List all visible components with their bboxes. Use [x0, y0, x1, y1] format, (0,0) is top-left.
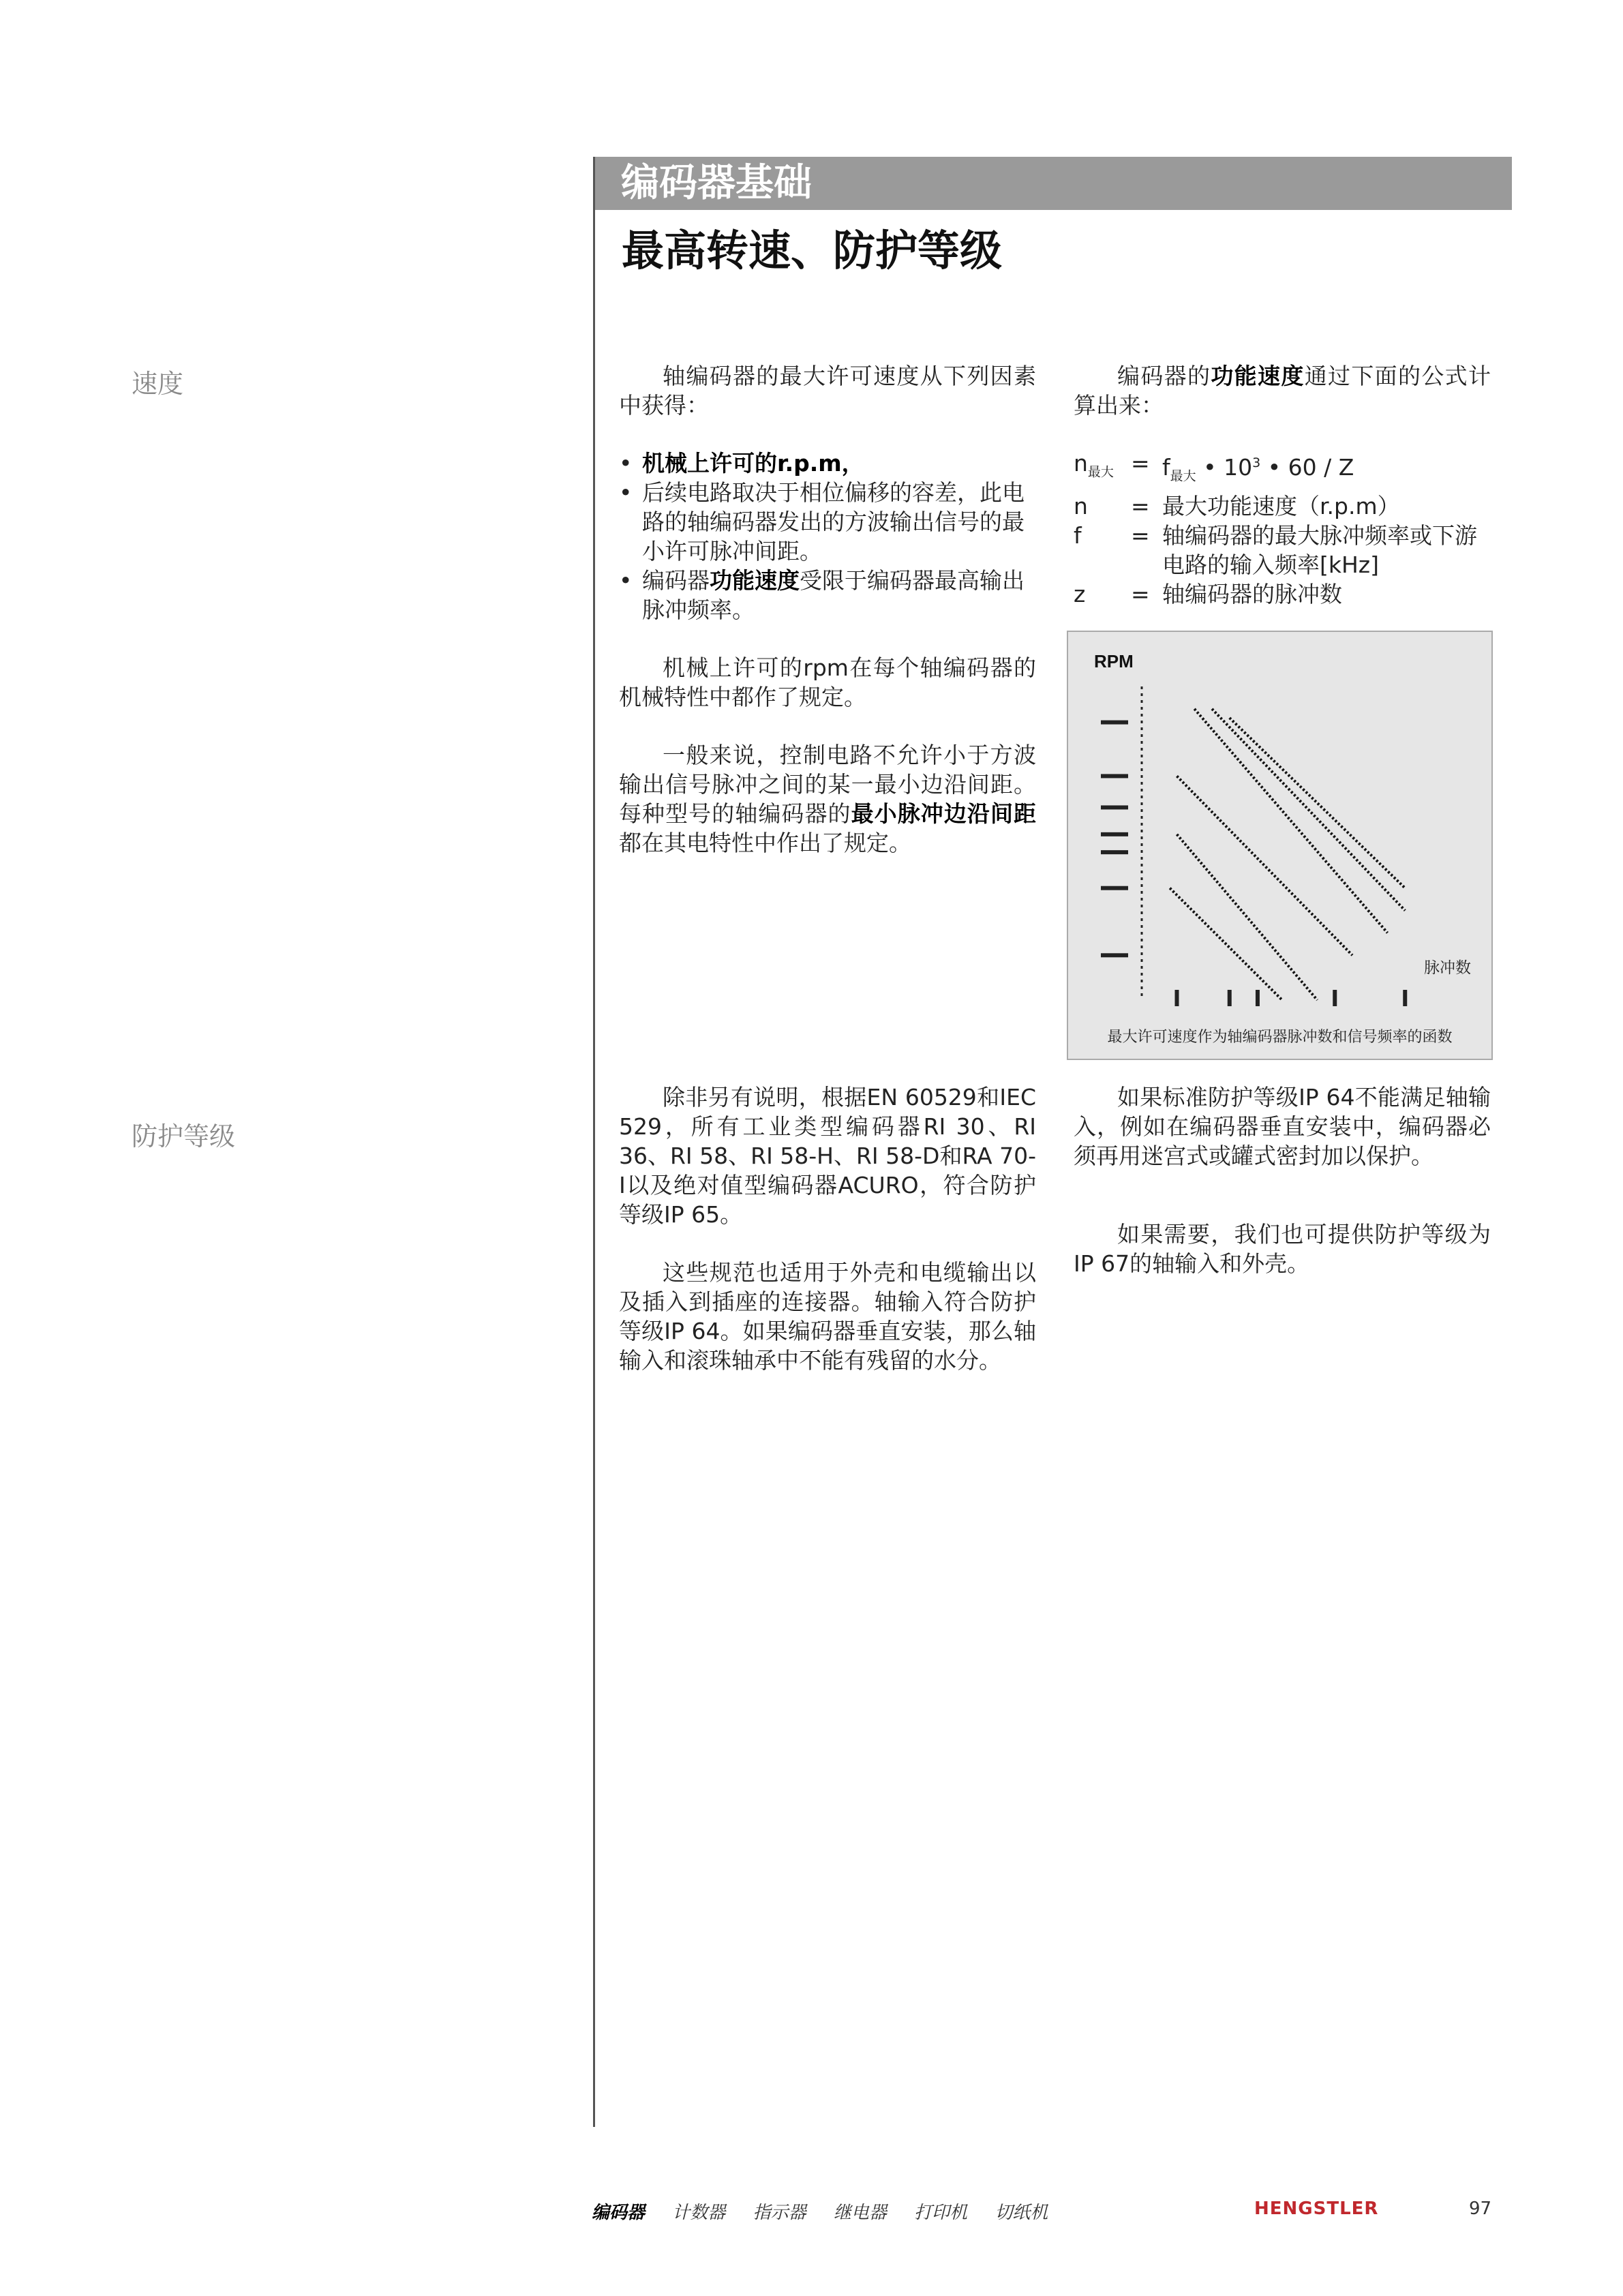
protection-paragraph-4: 如果需要，我们也可提供防护等级为IP 67的轴输入和外壳。	[1074, 1221, 1491, 1277]
speed-factor-list	[619, 449, 1036, 624]
chart-series-6	[1170, 888, 1282, 1000]
chart-x-tick-4	[1333, 990, 1337, 1006]
chart-series-2	[1177, 834, 1318, 1000]
formula-block	[1074, 449, 1491, 609]
formula-eq: =	[1131, 450, 1150, 477]
speed-left-column	[619, 361, 1036, 886]
footer-item[interactable]: 编码器	[592, 2203, 646, 2223]
chart-x-tick-2	[1228, 990, 1232, 1006]
list-item: • 机械上许可的r.p.m，	[619, 449, 1036, 478]
footer-product-nav	[592, 2199, 1070, 2224]
footer-item[interactable]: 打印机	[914, 2203, 968, 2223]
protection-left-column	[619, 1083, 1036, 1404]
chart-y-tick-5	[1101, 850, 1128, 854]
chart-x-tick-3	[1256, 990, 1260, 1006]
formula-intro: 编码器的功能速度通过下面的公式计算出来：	[1074, 363, 1491, 419]
speed-paragraph-3: 一般来说，控制电路不允许小于方波输出信号脉冲之间的某一最小边沿间距。每种型号的轴编码器的最小脉冲边沿间距都在其电特性中作出了规定。	[619, 742, 1037, 856]
side-label-protection: 防护等级	[132, 1121, 236, 1151]
page-number: 97	[1469, 2199, 1492, 2219]
chart-xlabel: 脉冲数	[1424, 959, 1471, 977]
section-title: 编码器基础	[621, 161, 812, 205]
chart-title: RPM	[1094, 651, 1134, 671]
footer-item[interactable]: 计数器	[672, 2203, 726, 2223]
column-divider-line	[593, 157, 595, 2127]
chart-x-tick-5	[1403, 990, 1407, 1006]
def-eq: =	[1131, 522, 1150, 549]
def-symbol: n	[1074, 492, 1088, 519]
chart-y-tick-1	[1101, 721, 1128, 725]
chart-y-tick-4	[1101, 832, 1128, 836]
chart-series-5	[1230, 718, 1406, 888]
protection-right-column	[1074, 1083, 1491, 1307]
def-text: 轴编码器的脉冲数	[1162, 580, 1342, 607]
speed-paragraph-2: 机械上许可的rpm在每个轴编码器的机械特性中都作了规定。	[619, 654, 1036, 710]
chart-x-tick-1	[1175, 990, 1179, 1006]
def-text: 轴编码器的最大脉冲频率或下游电路的输入频率[kHz]	[1162, 522, 1477, 578]
formula-rhs: $f_{最大}$ • $10^3$ • 60 / Z	[1162, 454, 1354, 484]
chart-series-3	[1194, 709, 1387, 933]
protection-paragraph-3: 如果标准防护等级IP 64不能满足轴输入，例如在编码器垂直安装中，编码器必须再用迷宫式或罐式密封加以保护。	[1074, 1084, 1491, 1169]
footer-item[interactable]: 继电器	[833, 2203, 887, 2223]
list-item: • 后续电路取决于相位偏移的容差，此电路的轴编码器发出的方波输出信号的最小许可脉冲间距。	[619, 478, 1036, 566]
speed-right-column	[1074, 361, 1491, 609]
side-label-speed: 速度	[132, 369, 184, 399]
rpm-chart	[1067, 631, 1493, 1060]
chart-caption: 最大许可速度作为轴编码器脉冲数和信号频率的函数	[1107, 1029, 1453, 1046]
speed-intro: 轴编码器的最大许可速度从下列因素中获得：	[619, 363, 1036, 419]
formula-lhs: $n_{最大}$	[1074, 450, 1114, 480]
chart-y-tick-7	[1101, 953, 1128, 957]
chart-y-tick-6	[1101, 886, 1128, 890]
rpm-chart-svg	[1068, 632, 1491, 1014]
def-eq: =	[1131, 580, 1150, 607]
def-symbol: z	[1074, 580, 1086, 607]
def-symbol: f	[1074, 522, 1082, 549]
chart-y-tick-3	[1101, 805, 1128, 809]
chart-series-4	[1212, 709, 1405, 911]
protection-paragraph-1: 除非另有说明，根据EN 60529和IEC 529，所有工业类型编码器RI 30、RI 36、RI 58、RI 58-H、RI 58-D和RA 70-I以及绝对值型编码器ACURO，符合防护等级IP 65。	[619, 1084, 1037, 1228]
chart-y-tick-2	[1101, 774, 1128, 778]
protection-paragraph-2: 这些规范也适用于外壳和电缆输出以及插入到插座的连接器。轴输入符合防护等级IP 64。如果编码器垂直安装，那么轴输入和滚珠轴承中不能有残留的水分。	[619, 1259, 1036, 1374]
page-title: 最高转速、防护等级	[622, 226, 1003, 275]
list-item: • 编码器功能速度受限于编码器最高输出脉冲频率。	[619, 566, 1036, 624]
def-eq: =	[1131, 492, 1150, 519]
section-header-bar	[595, 157, 1512, 210]
brand-logo: HENGSTLER	[1254, 2199, 1379, 2219]
footer-item[interactable]: 切纸机	[995, 2203, 1048, 2223]
def-text: 最大功能速度（r.p.m）	[1162, 492, 1400, 519]
footer-item[interactable]: 指示器	[753, 2203, 806, 2223]
